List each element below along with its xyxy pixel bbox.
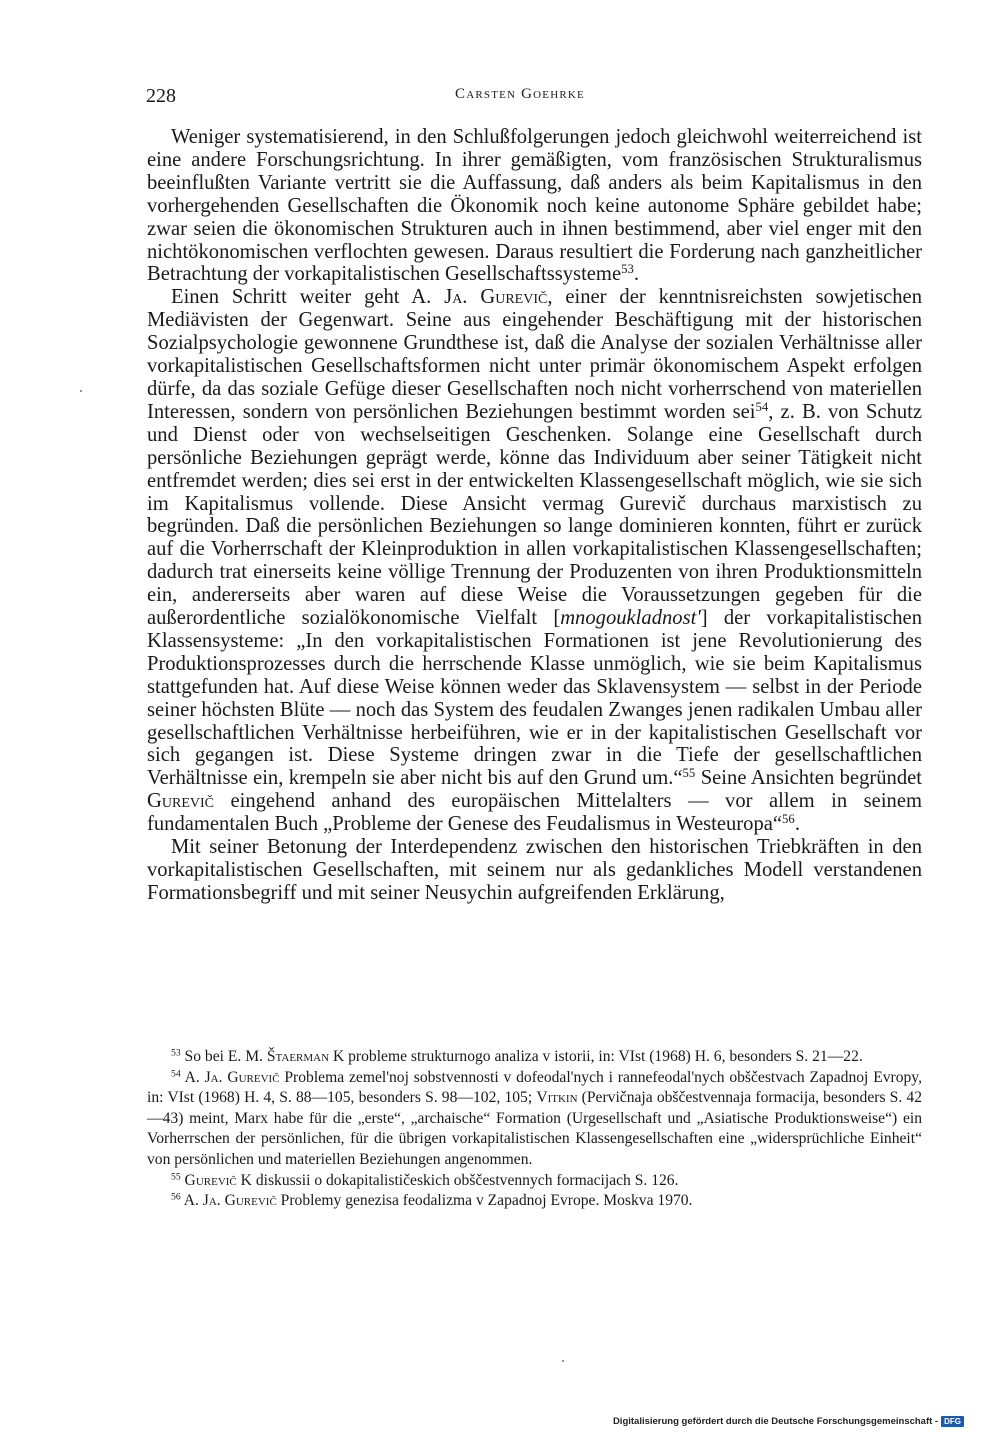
- footnote-text: K probleme strukturnogo analiza v istorii, in: VIst (1968) H. 6, besonders S. 21—22.: [329, 1048, 863, 1065]
- paragraph-2-text-c: , z. B. von Schutz und Dienst oder von wechselseitigen Geschenken. Solange eine Gesellschaft durch persönliche Beziehungen geprägt werde, könne das Individuum aber seiner Tätigkeit nicht entfremdet werden; dies sei erst in der entwickelten Klassengesellschaft möglich, wie sie sich im Kapitalismus vollende. Diese Ansicht vermag Gurevič durchaus marxistisch zu begründen. Daß die persönlichen Beziehungen so lange dominieren konnten, führt er zurück auf die Vorherrschaft der Kleinproduktion in allen vorkapitalistischen Klassengesellschaften; dadurch trat einerseits keine völlige Trennung der Produzenten von ihren Produktionsmitteln ein, andererseits aber waren auf diese Weise die Voraussetzungen gegeben für die außerordentliche sozialökonomische Vielfalt [: [147, 400, 923, 630]
- scan-speck: [562, 1360, 564, 1362]
- paragraph-2-text-f: eingehend anhand des europäischen Mittelalters — vor allem in seinem fundamentalen Buch „Probleme der Genese des Feudalismus in Westeuropa“: [147, 790, 922, 836]
- footnotes: [147, 1047, 922, 1212]
- paragraph-2-text-d: ] der vorkapitalistischen Klassensysteme: „In den vorkapitalistischen Formationen ist jene Revolutionierung des Produktionsprozesses durch die herrschende Klasse unmöglich, wie sie beim Kapitalismus stattgefunden hat. Auf diese Weise können weder das Sklavensystem — selbst in der Periode seiner höchsten Blüte — noch das System des feudalen Zwanges jenen radikalen Umbau aller gesellschaftlichen Verhältnisse herbeiführen, wie er in der kapitalistischen Gesellschaft vor sich gegangen ist. Diese Systeme dringen zwar in die Tiefe der gesellschaftlichen Verhältnisse ein, krempeln sie aber nicht bis auf den Grund um.“: [147, 607, 922, 790]
- footnote-author: Vitkin: [536, 1089, 578, 1107]
- credit-text: Digitalisierung gefördert durch die Deutsche Forschungsgemeinschaft -: [612, 1416, 939, 1427]
- footnote-number: 56: [171, 1191, 181, 1203]
- body-text: [147, 126, 922, 905]
- footnote-ref-56: 56: [782, 812, 795, 827]
- footnote-text: Problema zemel'noj sobstvennosti v dofeodal'nych i rannefeodal'nych obščestvach Zapadnoj Evropy, in: VIst (1968) H. 4, S. 88—105, besonders S. 98—102, 105;: [147, 1068, 922, 1107]
- footnote-ref-53: 53: [621, 262, 634, 277]
- footnote-ref-55: 55: [682, 766, 696, 781]
- running-head: Carsten Goehrke: [455, 86, 585, 102]
- footnote-54: [147, 1068, 922, 1171]
- italic-term: mnogoukladnost': [560, 607, 701, 630]
- footnote-53: [147, 1047, 922, 1068]
- footnote-text: A.: [180, 1192, 203, 1210]
- footnote-number: 53: [171, 1047, 181, 1059]
- footnote-text: (Pervičnaja obščestvennaja formacija, besonders S. 42—43) meint, Marx habe für die „erste“, „archaische“ Formation (Urgesellschaft und „Asiatische Produktionsweise“) ein Vorherrschen der persönlichen, für die übrigen vorkapitalistischen Klassengesellschaften eine „widersprüchliche Einheit“ von persönlichen und materiellen Beziehungen angenommen.: [147, 1089, 923, 1168]
- footnote-55: [147, 1171, 922, 1192]
- scan-speck: [80, 390, 82, 392]
- paragraph-1: [147, 126, 922, 286]
- paragraph-2-text-b: , einer der kenntnisreichsten sowjetischen Mediävisten der Gegenwart. Seine aus eingehender Beschäftigung mit der historischen Sozialpsychologie gewonnene Grundthese ist, daß die Analyse der sozialen Verhältnisse aller vorkapitalistischen Gesellschaftsformen nicht unter primär ökonomischem Aspekt erfolgen dürfe, da das soziale Gefüge dieser Gesellschaften noch nicht vorherrschend von materiellen Interessen, sondern von persönlichen Beziehungen bestimmt worden sei: [147, 286, 922, 423]
- paragraph-2: [147, 286, 922, 836]
- footnote-author: Ja. Gurevič: [202, 1192, 277, 1210]
- paragraph-2-end: .: [794, 813, 800, 836]
- footnote-text: A.: [180, 1068, 205, 1086]
- footnote-56: [147, 1191, 922, 1212]
- footnote-text: K diskussii o dokapitalističeskich obščestvennych formacijach S. 126.: [236, 1171, 679, 1189]
- footnote-author: Štaerman: [266, 1048, 330, 1065]
- paragraph-1-end: .: [633, 263, 640, 286]
- footnote-author: Ja. Gurevič: [204, 1068, 280, 1086]
- footnote-author: Gurevič: [180, 1171, 237, 1189]
- author-name: Ja. Gurevič: [444, 286, 548, 309]
- paragraph-2-text-a: Einen Schritt weiter geht A.: [171, 286, 445, 309]
- author-name-2: Gurevič: [147, 790, 214, 813]
- paragraph-2-text-e: Seine Ansichten begründet: [695, 767, 922, 790]
- footnote-number: 55: [171, 1171, 181, 1183]
- paragraph-3-text: Mit seiner Betonung der Interdependenz zwischen den historischen Triebkräften in den vorkapitalistischen Gesellschaften, mit seinem nur als gedankliches Modell verstandenen Formationsbegriff und mit seiner Neusychin aufgreifenden Erklärung,: [147, 836, 922, 904]
- footnote-text: Problemy genezisa feodalizma v Zapadnoj Evrope. Moskva 1970.: [276, 1192, 693, 1210]
- footnote-ref-54: 54: [755, 399, 769, 414]
- digitization-credit: [613, 1416, 964, 1427]
- dfg-logo: DFG: [941, 1416, 964, 1427]
- footnote-text: So bei E. M.: [180, 1048, 267, 1065]
- page-number: 228: [146, 85, 176, 107]
- paragraph-3: [147, 836, 922, 905]
- footnote-number: 54: [171, 1068, 181, 1080]
- paragraph-1-text: Weniger systematisierend, in den Schlußfolgerungen jedoch gleichwohl weiterreichend ist eine andere Forschungsrichtung. In ihrer gemäßigten, vom französischen Strukturalismus beeinflußten Variante vertritt sie die Auffassung, daß anders als beim Kapitalismus in den vorhergehenden Gesellschaften die Ökonomik noch keine autonome Sphäre gebildet habe; zwar seien die ökonomischen Strukturen auch in ihnen bestimmend, aber viel enger mit den nichtökonomischen verflochten gewesen. Daraus resultiert die Forderung nach ganzheitlicher Betrachtung der vorkapitalistischen Gesellschaftssysteme: [147, 126, 922, 286]
